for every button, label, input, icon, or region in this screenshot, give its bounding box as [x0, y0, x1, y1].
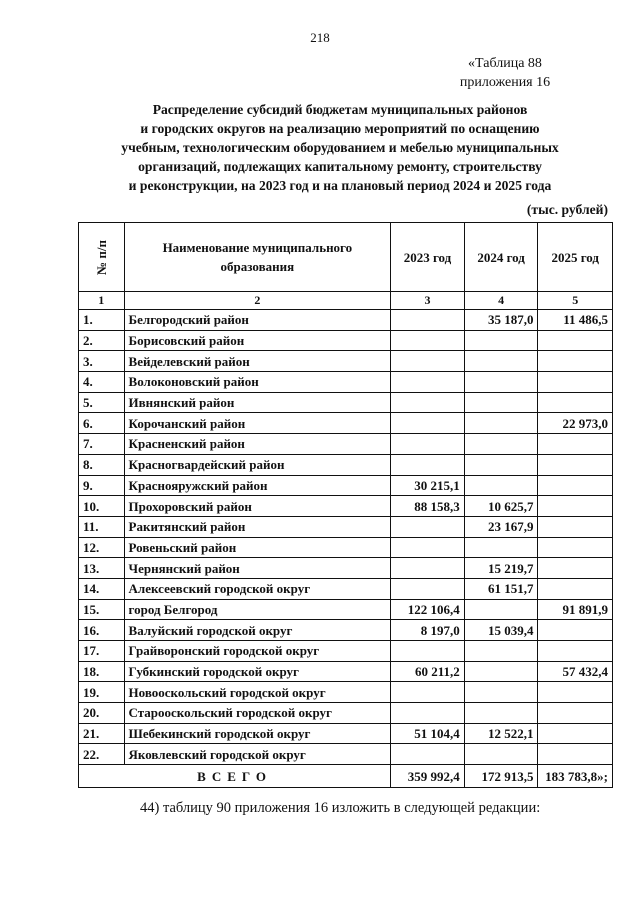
row-name: город Белгород — [124, 599, 391, 620]
row-2025: 57 432,4 — [538, 661, 613, 682]
header-num-label: № п/п — [93, 239, 109, 275]
row-2023 — [391, 351, 465, 372]
row-2025 — [538, 620, 613, 641]
title-line: организаций, подлежащих капитальному ремонту, строительству — [138, 159, 542, 174]
table-row — [79, 682, 613, 703]
row-number: 13. — [79, 558, 125, 579]
row-2023: 8 197,0 — [391, 620, 465, 641]
row-2024: 35 187,0 — [464, 310, 538, 331]
row-name: Красненский район — [124, 434, 391, 455]
row-number: 15. — [79, 599, 125, 620]
row-2025 — [538, 372, 613, 393]
table-row — [79, 578, 613, 599]
total-2025: 183 783,8»; — [538, 765, 613, 788]
row-2023 — [391, 744, 465, 765]
row-name: Старооскольский городской округ — [124, 703, 391, 724]
row-name: Ивнянский район — [124, 392, 391, 413]
table-row — [79, 392, 613, 413]
row-2024: 15 039,4 — [464, 620, 538, 641]
row-2023 — [391, 434, 465, 455]
row-number: 10. — [79, 496, 125, 517]
table-row — [79, 310, 613, 331]
row-name: Грайворонский городской округ — [124, 641, 391, 662]
row-2025 — [538, 682, 613, 703]
header-2024: 2024 год — [464, 223, 538, 292]
column-index: 1 — [79, 292, 125, 310]
row-2025 — [538, 558, 613, 579]
row-2023: 60 211,2 — [391, 661, 465, 682]
total-label: ВСЕГО — [79, 765, 391, 788]
table-row — [79, 413, 613, 434]
column-index: 2 — [124, 292, 391, 310]
row-2024 — [464, 682, 538, 703]
column-index: 5 — [538, 292, 613, 310]
row-number: 22. — [79, 744, 125, 765]
table-row — [79, 599, 613, 620]
row-number: 8. — [79, 454, 125, 475]
row-name: Новооскольский городской округ — [124, 682, 391, 703]
row-2025 — [538, 496, 613, 517]
row-2025: 11 486,5 — [538, 310, 613, 331]
row-2023 — [391, 703, 465, 724]
row-number: 6. — [79, 413, 125, 434]
row-2024 — [464, 599, 538, 620]
row-2023 — [391, 516, 465, 537]
row-2024: 12 522,1 — [464, 723, 538, 744]
table-row — [79, 475, 613, 496]
table-body — [79, 310, 613, 765]
row-2023 — [391, 454, 465, 475]
title-line: учебным, технологическим оборудованием и мебелью муниципальных — [121, 140, 559, 155]
row-2024 — [464, 661, 538, 682]
row-2024 — [464, 641, 538, 662]
row-2024 — [464, 351, 538, 372]
row-name: Ровеньский район — [124, 537, 391, 558]
table-row — [79, 620, 613, 641]
row-2024 — [464, 434, 538, 455]
column-index: 4 — [464, 292, 538, 310]
row-2023: 30 215,1 — [391, 475, 465, 496]
table-row — [79, 434, 613, 455]
row-2025 — [538, 703, 613, 724]
row-number: 5. — [79, 392, 125, 413]
column-index-row — [79, 292, 613, 310]
page-number: 218 — [310, 30, 330, 45]
row-2024 — [464, 744, 538, 765]
row-2023 — [391, 682, 465, 703]
header-num — [79, 223, 125, 292]
row-number: 17. — [79, 641, 125, 662]
row-2024: 23 167,9 — [464, 516, 538, 537]
row-number: 9. — [79, 475, 125, 496]
row-name: Ракитянский район — [124, 516, 391, 537]
row-2025 — [538, 454, 613, 475]
row-2025: 91 891,9 — [538, 599, 613, 620]
row-number: 1. — [79, 310, 125, 331]
row-name: Губкинский городской округ — [124, 661, 391, 682]
table-row — [79, 641, 613, 662]
row-number: 20. — [79, 703, 125, 724]
row-number: 19. — [79, 682, 125, 703]
header-2023: 2023 год — [391, 223, 465, 292]
row-2025 — [538, 434, 613, 455]
row-number: 14. — [79, 578, 125, 599]
title-line: и городских округов на реализацию мероприятий по оснащению — [140, 121, 540, 136]
row-2023 — [391, 310, 465, 331]
row-2024 — [464, 392, 538, 413]
title-line: и реконструкции, на 2023 год и на плановый период 2024 и 2025 года — [128, 178, 552, 193]
row-2023 — [391, 641, 465, 662]
table-row — [79, 723, 613, 744]
units-label: (тыс. рублей) — [526, 202, 608, 217]
row-2024: 61 151,7 — [464, 578, 538, 599]
table-row — [79, 661, 613, 682]
table-row — [79, 351, 613, 372]
row-2025 — [538, 392, 613, 413]
row-2025 — [538, 351, 613, 372]
subsidy-table — [78, 222, 613, 788]
row-2024 — [464, 454, 538, 475]
column-index: 3 — [391, 292, 465, 310]
row-number: 4. — [79, 372, 125, 393]
row-2025 — [538, 723, 613, 744]
row-2025 — [538, 330, 613, 351]
row-name: Чернянский район — [124, 558, 391, 579]
row-2023 — [391, 578, 465, 599]
row-2023 — [391, 330, 465, 351]
row-name: Валуйский городской округ — [124, 620, 391, 641]
row-name: Краснояружский район — [124, 475, 391, 496]
row-2024 — [464, 372, 538, 393]
table-row — [79, 537, 613, 558]
row-name: Яковлевский городской округ — [124, 744, 391, 765]
row-2023: 51 104,4 — [391, 723, 465, 744]
row-name: Борисовский район — [124, 330, 391, 351]
row-name: Красногвардейский район — [124, 454, 391, 475]
row-name: Волоконовский район — [124, 372, 391, 393]
row-name: Белгородский район — [124, 310, 391, 331]
row-2024: 10 625,7 — [464, 496, 538, 517]
row-2024 — [464, 537, 538, 558]
table-row — [79, 744, 613, 765]
row-2023 — [391, 372, 465, 393]
title-line: Распределение субсидий бюджетам муниципальных районов — [152, 102, 528, 117]
row-2024 — [464, 413, 538, 434]
row-2025 — [538, 537, 613, 558]
table-row — [79, 516, 613, 537]
table-reference — [430, 54, 580, 92]
table-row — [79, 372, 613, 393]
row-number: 21. — [79, 723, 125, 744]
row-name: Корочанский район — [124, 413, 391, 434]
row-2023 — [391, 537, 465, 558]
row-2025: 22 973,0 — [538, 413, 613, 434]
row-name: Алексеевский городской округ — [124, 578, 391, 599]
table-ref-line1: «Таблица 88 — [468, 56, 542, 71]
row-2025 — [538, 641, 613, 662]
total-2024: 172 913,5 — [464, 765, 538, 788]
row-2023 — [391, 392, 465, 413]
row-2025 — [538, 744, 613, 765]
row-name: Прохоровский район — [124, 496, 391, 517]
row-2025 — [538, 475, 613, 496]
row-2024 — [464, 475, 538, 496]
row-2023: 122 106,4 — [391, 599, 465, 620]
row-number: 12. — [79, 537, 125, 558]
row-2025 — [538, 578, 613, 599]
table-row — [79, 496, 613, 517]
row-2023: 88 158,3 — [391, 496, 465, 517]
table-row — [79, 703, 613, 724]
row-2023 — [391, 413, 465, 434]
row-name: Шебекинский городской округ — [124, 723, 391, 744]
row-number: 11. — [79, 516, 125, 537]
document-title — [70, 100, 610, 195]
header-name: Наименование муниципального образования — [124, 223, 391, 292]
total-2023: 359 992,4 — [391, 765, 465, 788]
row-number: 7. — [79, 434, 125, 455]
header-2025: 2025 год — [538, 223, 613, 292]
row-name: Вейделевский район — [124, 351, 391, 372]
row-2024 — [464, 330, 538, 351]
table-header-row — [79, 223, 613, 292]
footer-text: 44) таблицу 90 приложения 16 изложить в следующей редакции: — [140, 800, 541, 816]
row-2024: 15 219,7 — [464, 558, 538, 579]
row-2023 — [391, 558, 465, 579]
table-row — [79, 454, 613, 475]
row-number: 3. — [79, 351, 125, 372]
row-2025 — [538, 516, 613, 537]
row-2024 — [464, 703, 538, 724]
row-number: 18. — [79, 661, 125, 682]
total-row — [79, 765, 613, 788]
row-number: 16. — [79, 620, 125, 641]
row-number: 2. — [79, 330, 125, 351]
table-ref-line2: приложения 16 — [459, 75, 551, 90]
table-row — [79, 558, 613, 579]
table-row — [79, 330, 613, 351]
